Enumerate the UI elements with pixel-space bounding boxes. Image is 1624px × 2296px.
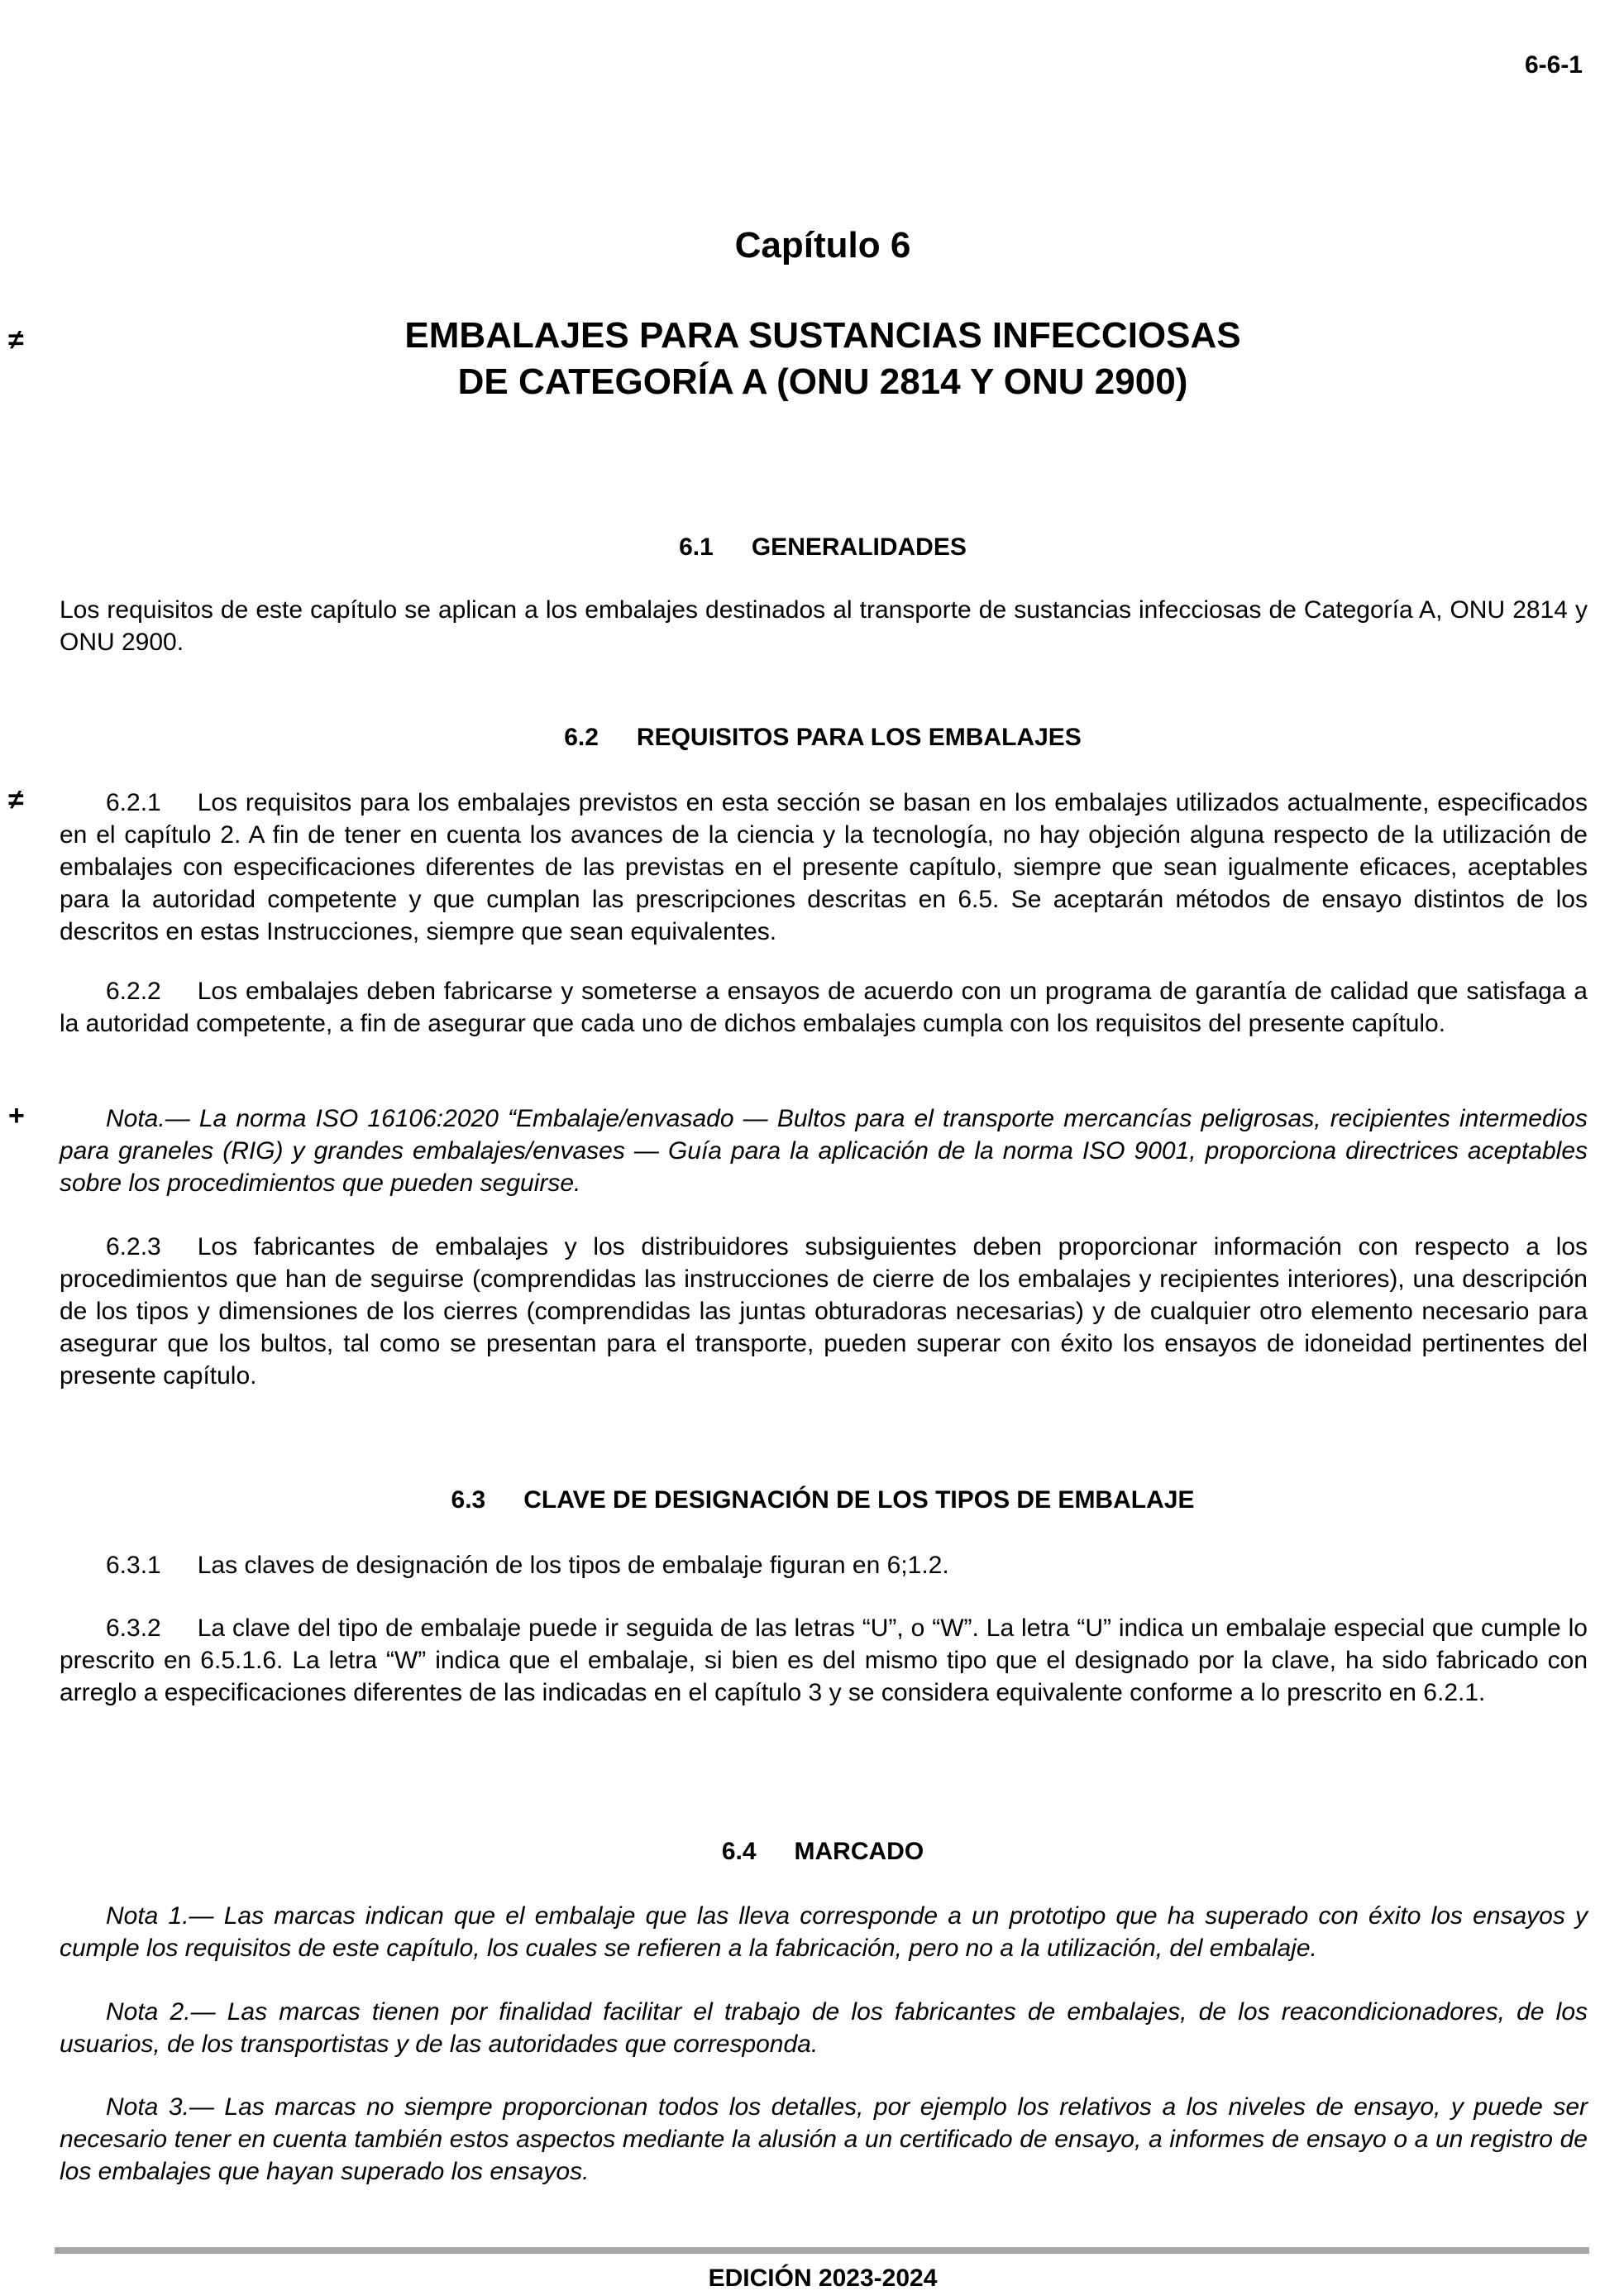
main-title-line-2: DE CATEGORÍA A (ONU 2814 Y ONU 2900) — [457, 361, 1188, 402]
section-heading-6-4 — [0, 1838, 1624, 1866]
paragraph-number: 6.3.2 — [106, 1614, 161, 1642]
note-text: Nota 3.— Las marcas no siempre proporcionan todos los detalles, por ejemplo los relativos a los niveles de ensayo, y puede ser necesario tener en cuenta también estos aspectos mediante la alusión a un certificado de ensayo, a informes de ensayo o a un registro de los embalajes que hayan superado los ensayos. — [60, 2093, 1588, 2185]
paragraph-text: Las claves de designación de los tipos de embalaje figuran en 6;1.2. — [197, 1552, 949, 1579]
paragraph-6-2-1 — [60, 787, 1588, 948]
revision-mark-note: + — [8, 1100, 25, 1131]
note-iso-16106 — [60, 1103, 1588, 1199]
paragraph-number: 6.2.3 — [106, 1233, 161, 1260]
paragraph-6-3-2 — [60, 1612, 1588, 1709]
paragraph-text: Los embalajes deben fabricarse y someterse a ensayos de acuerdo con un programa de garantía de calidad que satisfaga a la autoridad competente, a fin de asegurar que cada uno de dichos embalajes cumpla con los requisitos del presente capítulo. — [60, 978, 1588, 1037]
section-heading-6-3 — [0, 1486, 1624, 1514]
note-text: Nota.— La norma ISO 16106:2020 “Embalaje/envasado — Bultos para el transporte mercancías peligrosas, recipientes intermedios para graneles (RIG) y grandes embalajes/envases — Guía para la aplicación de la norma ISO 9001, proporciona directrices aceptables sobre los procedimientos que pueden seguirse. — [60, 1105, 1588, 1197]
section-number: 6.3 — [451, 1486, 486, 1514]
main-title-line-1: EMBALAJES PARA SUSTANCIAS INFECCIOSAS — [404, 315, 1241, 356]
note-3 — [60, 2091, 1588, 2188]
paragraph-number: 6.2.1 — [106, 789, 161, 816]
chapter-title: Capítulo 6 — [734, 225, 911, 265]
paragraph-6-2-2 — [60, 975, 1588, 1040]
section-number: 6.1 — [679, 533, 714, 561]
section-title: CLAVE DE DESIGNACIÓN DE LOS TIPOS DE EMBALAJE — [523, 1486, 1195, 1514]
revision-mark-title: ≠ — [8, 324, 24, 356]
section-title: REQUISITOS PARA LOS EMBALAJES — [636, 724, 1082, 751]
section-heading-6-2 — [0, 724, 1624, 752]
note-1 — [60, 1900, 1588, 1964]
paragraph-6-2-3 — [60, 1231, 1588, 1392]
paragraph-6-1 — [60, 594, 1588, 658]
page-number: 6-6-1 — [1524, 51, 1583, 79]
paragraph-text: Los requisitos para los embalajes previstos en esta sección se basan en los embalajes utilizados actualmente, especificados en el capítulo 2. A fin de tener en cuenta los avances de la ciencia y la tecnología, no hay objeción alguna respecto de la utilización de embalajes con especificaciones diferentes de las previstas en el presente capítulo, siempre que sean igualmente eficaces, aceptables para la autoridad competente y que cumplan las prescripciones descritas en 6.5. Se aceptarán métodos de ensayo distintos de los descritos en estas Instrucciones, siempre que sean equivalentes. — [60, 789, 1588, 945]
note-text: Nota 1.— Las marcas indican que el embalaje que las lleva corresponde a un prototipo que ha superado con éxito los ensayos y cumple los requisitos de este capítulo, los cuales se refieren a la fabricación, pero no a la utilización, del embalaje. — [60, 1902, 1588, 1962]
paragraph-text: Los fabricantes de embalajes y los distribuidores subsiguientes deben proporcionar información con respecto a los procedimientos que han de seguirse (comprendidas las instrucciones de cierre de los embalajes y recipientes interiores), una descripción de los tipos y dimensiones de los cierres (comprendidas las juntas obturadoras necesarias) y de cualquier otro elemento necesario para asegurar que los bultos, tal como se presentan para el transporte, pueden superar con éxito los ensayos de idoneidad pertinentes del presente capítulo. — [60, 1233, 1588, 1390]
paragraph-number: 6.3.1 — [106, 1552, 161, 1579]
footer-divider — [55, 2247, 1589, 2254]
paragraph-number: 6.2.2 — [106, 978, 161, 1005]
main-title — [0, 313, 1624, 405]
footer-edition: EDICIÓN 2023-2024 — [708, 2265, 938, 2292]
section-title: GENERALIDADES — [751, 533, 967, 561]
revision-mark-6-2-1: ≠ — [8, 784, 24, 816]
paragraph-6-3-1 — [60, 1549, 1588, 1581]
section-number: 6.2 — [564, 724, 599, 751]
paragraph-text: La clave del tipo de embalaje puede ir seguida de las letras “U”, o “W”. La letra “U” indica un embalaje especial que cumple lo prescrito en 6.5.1.6. La letra “W” indica que el embalaje, si bien es del mismo tipo que el designado por la clave, ha sido fabricado con arreglo a especificaciones diferentes de las indicadas en el capítulo 3 y se considera equivalente conforme a lo prescrito en 6.2.1. — [60, 1614, 1588, 1706]
section-number: 6.4 — [721, 1838, 757, 1865]
note-text: Nota 2.— Las marcas tienen por finalidad facilitar el trabajo de los fabricantes de embalajes, de los reacondicionadores, de los usuarios, de los transportistas y de las autoridades que corresponda. — [60, 1998, 1588, 2058]
note-2 — [60, 1996, 1588, 2060]
section-title: MARCADO — [794, 1838, 924, 1865]
paragraph-text: Los requisitos de este capítulo se aplican a los embalajes destinados al transporte de sustancias infecciosas de Categoría A, ONU 2814 y ONU 2900. — [60, 596, 1588, 656]
section-heading-6-1 — [0, 533, 1624, 562]
